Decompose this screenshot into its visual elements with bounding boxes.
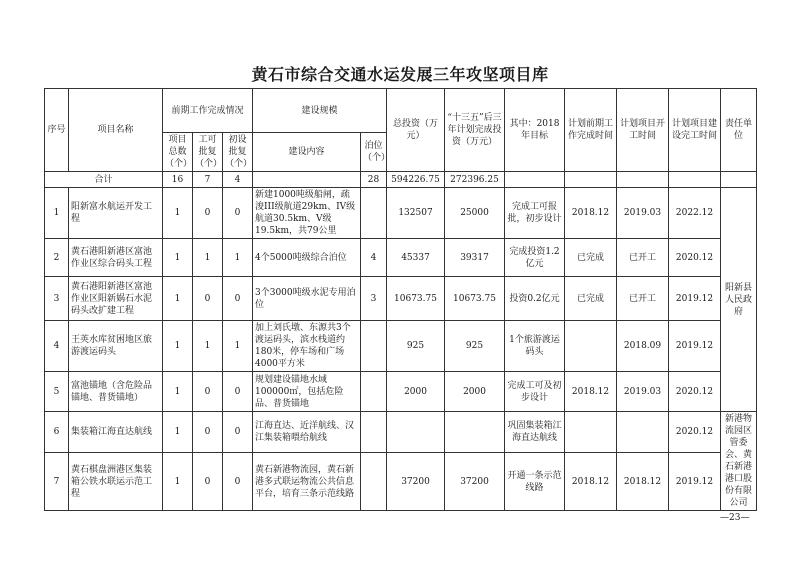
cell-finish: 2019.12 — [669, 321, 721, 372]
cell-seq: 5 — [45, 372, 69, 412]
cell-prelim — [565, 321, 617, 372]
cell-permit: 0 — [193, 412, 223, 453]
cell-count: 1 — [163, 277, 193, 321]
cell-content: 4个5000吨级综合泊位 — [253, 239, 361, 277]
cell-prelim: 2018.12 — [565, 372, 617, 412]
cell-prelim: 已完成 — [565, 277, 617, 321]
header-prelim-finish: 计划前期工作完成时间 — [565, 89, 617, 172]
table-row — [45, 239, 757, 277]
cell-plan — [445, 412, 505, 453]
cell-content: 加上刘氏墩、东源共3个渡运码头，滨水栈道约180米，停车场和广场4000平方米 — [253, 321, 361, 372]
cell-permit: 0 — [193, 277, 223, 321]
cell-start — [617, 412, 669, 453]
total-investment: 594226.75 — [387, 172, 445, 188]
cell-name: 黄石港阳新港区富池作业区综合码头工程 — [69, 239, 163, 277]
header-content: 建设内容 — [253, 133, 361, 172]
cell-design: 1 — [223, 239, 253, 277]
page-number: —23— — [720, 513, 750, 523]
cell-plan: 2000 — [445, 372, 505, 412]
total-berths: 28 — [361, 172, 387, 188]
cell-plan: 39317 — [445, 239, 505, 277]
cell-count: 1 — [163, 239, 193, 277]
cell-plan: 37200 — [445, 453, 505, 511]
cell-owner-group2: 新港物流园区管委会、黄石新港港口股份有限公司 — [721, 412, 757, 511]
cell-name: 阳新富水航运开发工程 — [69, 188, 163, 239]
cell-target: 1个旅游渡运码头 — [505, 321, 565, 372]
header-plan-investment: “十三五”后三年计划完成投资（万元） — [445, 89, 505, 172]
cell-permit: 0 — [193, 188, 223, 239]
cell-target: 完成工可及初步设计 — [505, 372, 565, 412]
cell-design: 0 — [223, 372, 253, 412]
table-row — [45, 412, 757, 453]
cell-target: 投资0.2亿元 — [505, 277, 565, 321]
cell-target: 巩固集装箱江海直达航线 — [505, 412, 565, 453]
cell-design: 1 — [223, 321, 253, 372]
cell-design: 0 — [223, 188, 253, 239]
cell-seq: 7 — [45, 453, 69, 511]
table-row — [45, 188, 757, 239]
cell-total: 45337 — [387, 239, 445, 277]
total-plan-investment: 272396.25 — [445, 172, 505, 188]
cell-finish: 2020.12 — [669, 239, 721, 277]
cell-name: 黄石棋盘洲港区集装箱公铁水联运示范工程 — [69, 453, 163, 511]
cell-owner-group1: 阳新县人民政府 — [721, 188, 757, 412]
cell-start: 已开工 — [617, 277, 669, 321]
cell-content: 江海直达、近洋航线、汉江集装箱喂给航线 — [253, 412, 361, 453]
cell-finish: 2020.12 — [669, 412, 721, 453]
project-table — [44, 88, 757, 511]
cell-prelim: 2018.12 — [565, 188, 617, 239]
header-scale: 建设规模 — [253, 89, 387, 133]
cell-seq: 4 — [45, 321, 69, 372]
cell-finish: 2022.12 — [669, 188, 721, 239]
cell-target: 开通一条示范线路 — [505, 453, 565, 511]
total-count: 16 — [163, 172, 193, 188]
cell-seq: 1 — [45, 188, 69, 239]
cell-total: 37200 — [387, 453, 445, 511]
cell-start: 2018.09 — [617, 321, 669, 372]
cell-content: 规划建设锚地水域100000㎡，包括危险品、普货锚地 — [253, 372, 361, 412]
header-finish-time: 计划项目建设完工时间 — [669, 89, 721, 172]
cell-seq: 3 — [45, 277, 69, 321]
cell-content: 3个3000吨级水泥专用泊位 — [253, 277, 361, 321]
cell-name: 富池锚地（含危险品锚地、普货锚地） — [69, 372, 163, 412]
cell-count: 1 — [163, 412, 193, 453]
cell-total: 10673.75 — [387, 277, 445, 321]
cell-berths: 3 — [361, 277, 387, 321]
cell-finish: 2020.12 — [669, 372, 721, 412]
total-row — [45, 172, 757, 188]
cell-berths: 4 — [361, 239, 387, 277]
cell-prelim: 已完成 — [565, 239, 617, 277]
total-label: 合计 — [45, 172, 163, 188]
cell-total — [387, 412, 445, 453]
cell-berths — [361, 188, 387, 239]
cell-permit: 0 — [193, 372, 223, 412]
cell-berths — [361, 372, 387, 412]
header-name: 项目名称 — [69, 89, 163, 172]
header-prelim: 前期工作完成情况 — [163, 89, 253, 133]
cell-total: 925 — [387, 321, 445, 372]
table-row — [45, 321, 757, 372]
cell-count: 1 — [163, 188, 193, 239]
cell-design: 0 — [223, 412, 253, 453]
cell-berths — [361, 321, 387, 372]
cell-permit: 1 — [193, 321, 223, 372]
header-permit: 工可批复（个） — [193, 133, 223, 172]
cell-design: 0 — [223, 277, 253, 321]
cell-start: 已开工 — [617, 239, 669, 277]
cell-count: 1 — [163, 372, 193, 412]
cell-finish: 2019.12 — [669, 453, 721, 511]
cell-plan: 25000 — [445, 188, 505, 239]
cell-permit: 1 — [193, 239, 223, 277]
cell-content: 黄石新港物流园，黄石新港多式联运物流公共信息平台，培育三条示范线路 — [253, 453, 361, 511]
cell-target: 完成工可报批，初步设计 — [505, 188, 565, 239]
table-row — [45, 277, 757, 321]
cell-berths — [361, 453, 387, 511]
cell-start: 2019.03 — [617, 188, 669, 239]
total-permit: 7 — [193, 172, 223, 188]
cell-design: 0 — [223, 453, 253, 511]
cell-berths — [361, 412, 387, 453]
header-total-investment: 总投资（万元） — [387, 89, 445, 172]
cell-target: 完成投资1.2亿元 — [505, 239, 565, 277]
header-total-count: 项目总数（个） — [163, 133, 193, 172]
cell-content: 新建1000吨级船闸，疏浚III级航道29km、IV级航道30.5km、V级19.5km，共79公里 — [253, 188, 361, 239]
cell-seq: 6 — [45, 412, 69, 453]
cell-prelim — [565, 412, 617, 453]
cell-name: 黄石港阳新港区富池作业区阳新娲石水泥码头改扩建工程 — [69, 277, 163, 321]
cell-seq: 2 — [45, 239, 69, 277]
header-start-time: 计划项目开工时间 — [617, 89, 669, 172]
cell-count: 1 — [163, 321, 193, 372]
cell-start: 2018.12 — [617, 453, 669, 511]
header-owner: 责任单位 — [721, 89, 757, 172]
header-target-2018: 其中：2018年目标 — [505, 89, 565, 172]
cell-permit: 0 — [193, 453, 223, 511]
cell-name: 集装箱江海直达航线 — [69, 412, 163, 453]
cell-count: 1 — [163, 453, 193, 511]
cell-start: 2019.03 — [617, 372, 669, 412]
total-content — [253, 172, 361, 188]
cell-total: 2000 — [387, 372, 445, 412]
cell-name: 王英水库贫困地区旅游渡运码头 — [69, 321, 163, 372]
header-design: 初设批复（个） — [223, 133, 253, 172]
cell-finish: 2019.12 — [669, 277, 721, 321]
header-row-1 — [45, 89, 757, 133]
table-row — [45, 453, 757, 511]
header-berths: 泊位（个） — [361, 133, 387, 172]
total-design: 4 — [223, 172, 253, 188]
cell-plan: 10673.75 — [445, 277, 505, 321]
header-seq: 序号 — [45, 89, 69, 172]
cell-plan: 925 — [445, 321, 505, 372]
page-title: 黄石市综合交通水运发展三年攻坚项目库 — [251, 65, 549, 84]
cell-prelim: 2018.12 — [565, 453, 617, 511]
table-row — [45, 372, 757, 412]
cell-total: 132507 — [387, 188, 445, 239]
